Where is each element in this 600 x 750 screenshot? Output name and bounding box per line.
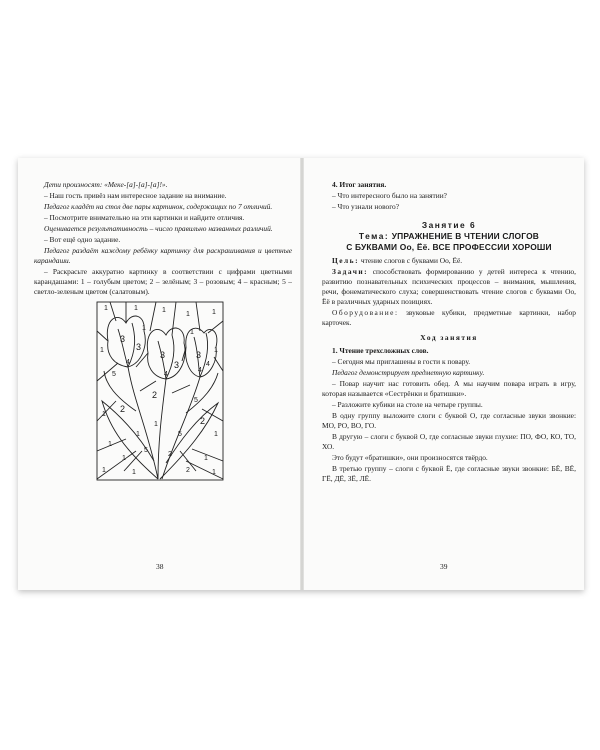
picture-number: 1 bbox=[212, 469, 216, 476]
course-heading: Ход занятия bbox=[420, 333, 478, 342]
picture-number: 4 bbox=[164, 371, 168, 378]
picture-number: 5 bbox=[194, 397, 198, 404]
paragraph: Педагог кладёт на стол две пары картинок, содержащих по 7 отличий. bbox=[44, 202, 273, 211]
paragraph: – Посмотрите внимательно на эти картинки и найдите отличия. bbox=[44, 213, 245, 222]
paragraph: – Что интересного было на занятии? bbox=[332, 191, 447, 200]
goal-label: Цель: bbox=[332, 256, 360, 265]
picture-number: 1 bbox=[204, 455, 208, 462]
picture-number: 2 bbox=[120, 404, 126, 414]
coloring-picture-tulips bbox=[96, 301, 224, 481]
paragraph: – Повар научит нас готовить обед. А мы научим повара играть в игру, которая называется «Сестрёнки и братишки». bbox=[322, 379, 576, 398]
picture-number: 3 bbox=[136, 342, 142, 352]
picture-number: 4 bbox=[126, 359, 130, 366]
picture-number: 2 bbox=[200, 416, 206, 426]
page-number-left: 38 bbox=[156, 562, 164, 571]
picture-number: 3 bbox=[196, 350, 202, 360]
paragraph: В одну группу выложите слоги с буквой О, где согласные звуки звонкие: МО, РО, ВО, ГО. bbox=[322, 411, 576, 430]
tasks-text: способствовать формированию у детей интереса к чтению, развитию познавательных психических процессов – внимания, мышления, речи, фонематического слуха; совершенствовать чтение слогов с буквами Оо, Ёё в различных ударных позициях. bbox=[322, 267, 576, 306]
picture-number: 1 bbox=[102, 411, 106, 418]
picture-number: 4 bbox=[206, 361, 210, 368]
paragraph: В третью группу – слоги с буквой Ё, где согласные звуки звонкие: БЁ, ВЁ, ГЁ, ДЁ, ЗЁ, ЛЁ. bbox=[322, 464, 576, 483]
picture-number: 4 bbox=[198, 367, 202, 374]
picture-number: 1 bbox=[102, 467, 106, 474]
tasks-label: Задачи: bbox=[332, 267, 369, 276]
paragraph: – Раскрасьте аккуратно картинку в соответствии с цифрами цветными карандашами: 1 – голубым цветом; 2 – зелёным; 3 – розовым; 4 – красным; 5 – светло-зеленым цветом (салатовым). bbox=[34, 267, 292, 296]
picture-number: 1 bbox=[214, 431, 218, 438]
picture-number: 1 bbox=[214, 347, 218, 354]
paragraph: – Вот ещё одно задание. bbox=[44, 235, 121, 244]
right-page bbox=[322, 180, 576, 485]
paragraph: – Сегодня мы приглашены в гости к повару. bbox=[332, 357, 471, 366]
picture-number: 2 bbox=[186, 467, 190, 474]
picture-number: 1 bbox=[186, 311, 190, 318]
paragraph: – Что узнали нового? bbox=[332, 202, 400, 211]
equipment-label: Оборудование: bbox=[332, 308, 399, 317]
paragraph: – Наш гость привёз нам интересное задание на внимание. bbox=[44, 191, 227, 200]
picture-number: 1 bbox=[212, 309, 216, 316]
goal-text: чтение слогов с буквами Оо, Ёё. bbox=[360, 256, 463, 265]
topic-label: Тема: bbox=[358, 231, 390, 241]
equipment-text: звуковые кубики, предметные картинки, набор карточек. bbox=[322, 308, 576, 327]
picture-number: 1 bbox=[108, 441, 112, 448]
paragraph: Это будут «братишки», они произносятся твёрдо. bbox=[332, 453, 488, 462]
left-page bbox=[34, 180, 292, 481]
picture-number: 1 bbox=[100, 347, 104, 354]
tulip-line-art bbox=[96, 301, 224, 481]
equipment-paragraph bbox=[322, 308, 576, 328]
picture-number: 1 bbox=[136, 431, 140, 438]
goal-paragraph bbox=[322, 256, 576, 266]
lesson-title: Занятие 6 bbox=[421, 220, 477, 230]
section-heading: 1. Чтение трехсложных слов. bbox=[332, 346, 429, 355]
picture-number: 1 bbox=[154, 421, 158, 428]
lesson-topic bbox=[322, 231, 576, 242]
topic-line1: УПРАЖНЕНИЕ В ЧТЕНИИ СЛОГОВ bbox=[391, 231, 540, 241]
section-heading: 4. Итог занятия. bbox=[332, 180, 387, 189]
picture-number: 3 bbox=[120, 334, 126, 344]
picture-number: 5 bbox=[178, 431, 182, 438]
picture-number: 1 bbox=[122, 455, 126, 462]
picture-number: 3 bbox=[174, 360, 180, 370]
picture-number: 1 bbox=[134, 305, 138, 312]
paragraph: Оценивается результативность – число правильно названных различий. bbox=[44, 224, 273, 233]
picture-number: 3 bbox=[160, 350, 166, 360]
paragraph: – Разложите кубики на столе на четыре группы. bbox=[332, 400, 483, 409]
picture-number: 1 bbox=[104, 305, 108, 312]
picture-number: 5 bbox=[112, 371, 116, 378]
picture-number: 2 bbox=[168, 451, 172, 458]
paragraph: Дети произносят: «Меке-[а]-[а]-[а]!». bbox=[44, 180, 168, 189]
picture-number: 5 bbox=[144, 447, 148, 454]
book-spread bbox=[18, 158, 584, 590]
picture-number: 1 bbox=[142, 325, 146, 332]
book-gutter bbox=[300, 158, 304, 590]
paragraph: Педагог раздаёт каждому ребёнку картинку для раскрашивания и цветные карандаши. bbox=[34, 246, 292, 265]
picture-number: 1 bbox=[162, 307, 166, 314]
page-number-right: 39 bbox=[440, 562, 448, 571]
picture-number: 2 bbox=[152, 390, 158, 400]
paragraph: В другую – слоги с буквой О, где согласные звуки глухие: ПО, ФО, КО, ТО, ХО. bbox=[322, 432, 576, 451]
paragraph: Педагог демонстрирует предметную картинку. bbox=[332, 368, 485, 377]
topic-line2: С БУКВАМИ Оо, Ёё. ВСЕ ПРОФЕССИИ ХОРОШИ bbox=[346, 242, 552, 252]
picture-number: 1 bbox=[190, 329, 194, 336]
tasks-paragraph bbox=[322, 267, 576, 307]
picture-number: 1 bbox=[132, 469, 136, 476]
